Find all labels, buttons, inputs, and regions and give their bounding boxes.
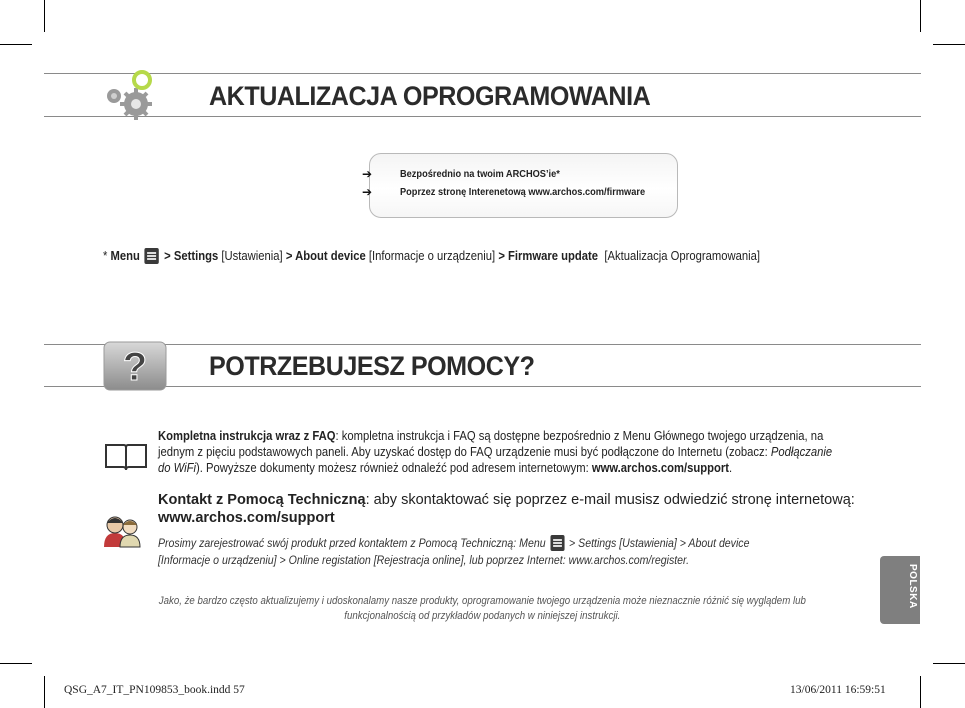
support-link[interactable]: www.archos.com/support xyxy=(591,461,729,475)
crop-mark xyxy=(44,0,45,32)
path-menu: Menu xyxy=(110,249,140,263)
menu-icon xyxy=(550,535,564,551)
note-text: > Settings [Ustawienia] > About device xyxy=(569,536,750,550)
path-about-pl: [Informacje o urządzeniu] xyxy=(368,249,496,263)
wifi-reference: do WiFi xyxy=(158,461,197,475)
arrow-right-icon: ➔ xyxy=(362,167,373,181)
book-icon xyxy=(104,442,148,472)
crop-mark xyxy=(0,44,32,45)
disclaimer-line: funkcjonalnością od przykładów podanych w niniejszej instrukcji. xyxy=(344,610,621,622)
footer-timestamp: 13/06/2011 16:59:51 xyxy=(790,684,886,696)
path-settings: > Settings xyxy=(164,249,219,263)
manual-text: . xyxy=(728,461,733,475)
path-settings-pl: [Ustawienia] xyxy=(221,249,283,263)
note-text: Prosimy zarejestrować swój produkt przed kontaktem z Pomocą Techniczną: Menu xyxy=(158,536,546,550)
note-text: [Informacje o urządzeniu] > Online registation [Rejestracja online], lub poprzez Internet: www.archos.com/register. xyxy=(158,553,690,567)
crop-mark xyxy=(920,0,921,32)
contact-text: : aby skontaktować się poprzez e-mail musisz odwiedzić stronę internetową: xyxy=(365,492,855,508)
crop-mark xyxy=(933,663,965,664)
update-options-box xyxy=(362,153,678,218)
help-section-title: POTRZEBUJESZ POMOCY? xyxy=(209,351,535,381)
disclaimer xyxy=(118,594,847,624)
path-firmware-pl: [Aktualizacja Oprogramowania] xyxy=(604,249,761,263)
crop-mark xyxy=(933,44,965,45)
update-section-title: AKTUALIZACJA OPROGRAMOWANIA xyxy=(209,81,651,111)
section-divider xyxy=(44,73,921,74)
language-tab xyxy=(880,556,920,624)
manual-text: ). Powyższe dokumenty możesz również odnaleźć pod adresem internetowym: xyxy=(196,461,592,475)
footnote-star: * xyxy=(103,249,108,263)
manual-title: Kompletna instrukcja wraz z FAQ xyxy=(158,429,336,443)
contact-support-link[interactable]: www.archos.com/support xyxy=(158,510,335,526)
path-about: > About device xyxy=(285,249,366,263)
contact-title: Kontakt z Pomocą Techniczną xyxy=(158,492,366,508)
manual-text: : kompletna instrukcja i FAQ są dostępne bezpośrednio z Menu Głównego twojego urządzenia, na xyxy=(335,429,824,443)
firmware-update-path xyxy=(103,248,760,264)
footer-filename: QSG_A7_IT_PN109853_book.indd 57 xyxy=(64,684,245,696)
disclaimer-line: Jako, że bardzo często aktualizujemy i udoskonalamy nasze produkty, oprogramowanie twojego urządzenia może nieznacznie różnić się wyglądem lub xyxy=(158,595,806,607)
crop-mark xyxy=(0,663,32,664)
contact-paragraph xyxy=(158,491,855,527)
crop-mark xyxy=(920,676,921,708)
manual-text: jednym z pięciu podstawowych paneli. Aby uzyskać dostęp do FAQ urządzenie musi być podłączone do Internetu (zobacz: xyxy=(158,445,771,459)
option-direct: Bezpośrednio na twoim ARCHOS’ie* xyxy=(400,168,560,180)
menu-icon xyxy=(145,248,159,264)
language-label: POLSKA xyxy=(907,564,918,609)
arrow-right-icon: ➔ xyxy=(362,185,373,199)
section-divider xyxy=(44,344,921,345)
manual-paragraph xyxy=(158,428,832,476)
path-firmware: > Firmware update xyxy=(498,249,599,263)
svg-text:?: ? xyxy=(122,345,148,389)
crop-mark xyxy=(44,676,45,708)
registration-note xyxy=(158,535,844,569)
option-website: Poprzez stronę Interenetową www.archos.com/firmware xyxy=(400,186,646,198)
section-divider xyxy=(44,386,921,387)
support-people-icon xyxy=(100,513,146,549)
question-mark-icon xyxy=(102,340,168,392)
gears-icon xyxy=(100,68,160,124)
wifi-reference: Podłączanie xyxy=(770,445,833,459)
section-divider xyxy=(44,116,921,117)
